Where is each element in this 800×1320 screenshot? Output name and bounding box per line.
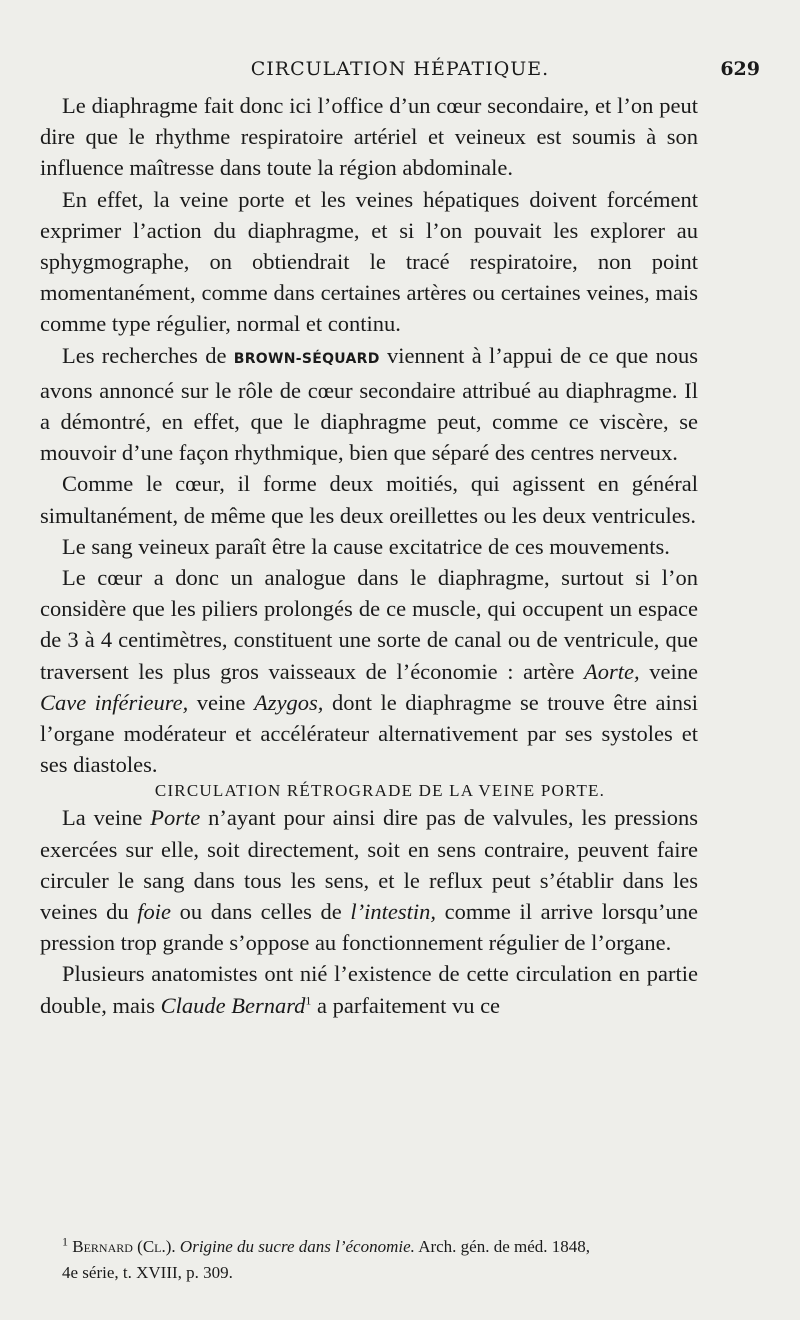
footnote-1 <box>62 1234 698 1260</box>
paragraph-3 <box>40 340 698 469</box>
page-number: 629 <box>720 58 760 80</box>
author-claude-bernard: Claude Bernard <box>160 992 306 1018</box>
footnote-mark: 1 <box>62 1234 68 1249</box>
term-intestin: l’intestin, <box>350 899 437 925</box>
footnote-ref: 1 <box>305 993 312 1008</box>
footnote-ref-2: 4e série, t. XVIII, p. 309. <box>62 1263 233 1282</box>
p7-text-c: ou dans celles de <box>171 899 351 925</box>
term-porte: Porte <box>150 805 201 831</box>
paragraph-4: Comme le cœur, il forme deux moitiés, qui agissent en général simultanément, de même que les deux oreillettes ou les deux ventricules. <box>40 471 698 528</box>
paragraph-5: Le sang veineux paraît être la cause excitatrice de ces mouvements. <box>62 533 670 559</box>
term-aorte: Aorte, <box>584 658 640 684</box>
p6-text-c: veine <box>188 689 255 715</box>
paragraph-8 <box>40 958 698 1020</box>
term-azygos: Azygos, <box>254 689 324 715</box>
paragraph-2: En effet, la veine porte et les veines hépatiques doivent forcément exprimer l’action du diaphragme, et si l’on pouvait les explorer au sphygmographe, on obtiendrait le tracé respiratoire, non point momentanément, comme dans certaines artères ou certaines veines, mais comme type régulier, normal et continu. <box>40 186 698 337</box>
p8-text-a: Plusieurs anatomistes ont nié l’existence de cette circulation en partie double, mais <box>40 961 698 1018</box>
p6-text-d: dont le diaphragme se trouve être ainsi l’organe modérateur et accélérateur alternativement par ses systoles et ses diastoles. <box>40 689 698 778</box>
term-foie: foie <box>137 899 172 925</box>
footnotes <box>62 1234 698 1286</box>
footnote-1-line-2 <box>62 1260 698 1286</box>
footnote-ref-1: Arch. gén. de méd. 1848, <box>414 1237 591 1256</box>
p7-text-a: La veine <box>62 805 151 831</box>
footnote-title: Origine du sucre dans l’économie. <box>179 1237 415 1256</box>
section-title: CIRCULATION RÉTROGRADE DE LA VEINE PORTE. <box>154 781 606 801</box>
running-title: CIRCULATION HÉPATIQUE. <box>250 58 550 80</box>
page-header <box>40 58 760 88</box>
paragraph-1: Le diaphragme fait donc ici l’office d’un cœur secondaire, et l’on peut dire que le rhythme respiratoire artériel et veineux est soumis à son influence maîtresse dans toute la région abdominale. <box>40 93 698 181</box>
main-text <box>40 90 698 1021</box>
p8-text-b: a parfaitement vu ce <box>311 992 501 1018</box>
author-brown-sequard: BROWN-SÉQUARD <box>233 350 380 367</box>
paragraph-6 <box>40 562 698 780</box>
footnote-author: Bernard (Cl.). <box>72 1237 176 1256</box>
p6-text-b: veine <box>639 658 698 684</box>
p3-text-a: Les recherches de <box>62 342 234 368</box>
paragraph-7 <box>40 802 698 958</box>
p7-text-d: comme il arrive lorsqu’une pression trop grande s’oppose au fonctionnement régulier de l’organe. <box>40 899 698 956</box>
p3-text-b: viennent à l’appui de ce que nous avons annoncé sur le rôle de cœur secondaire attribué au diaphragme. Il a démontré, en effet, que le diaphragme peut, comme ce viscère, se mouvoir d’une façon rhythmique, bien que séparé des centres nerveux. <box>40 342 698 466</box>
term-cave: Cave inférieure, <box>40 689 189 715</box>
p6-text-a: Le cœur a donc un analogue dans le diaphragme, surtout si l’on considère que les piliers prolongés de ce muscle, qui occupent un espace de 3 à 4 centimètres, constituent une sorte de canal ou de ventricule, que traversent les plus gros vaisseaux de l’économie : artère <box>40 565 698 684</box>
p7-text-b: n’ayant pour ainsi dire pas de valvules, les pressions exercées sur elle, soit directement, soit en sens contraire, peuvent faire circuler le sang dans tous les sens, et le reflux peut s’établir dans les veines du <box>40 805 698 925</box>
